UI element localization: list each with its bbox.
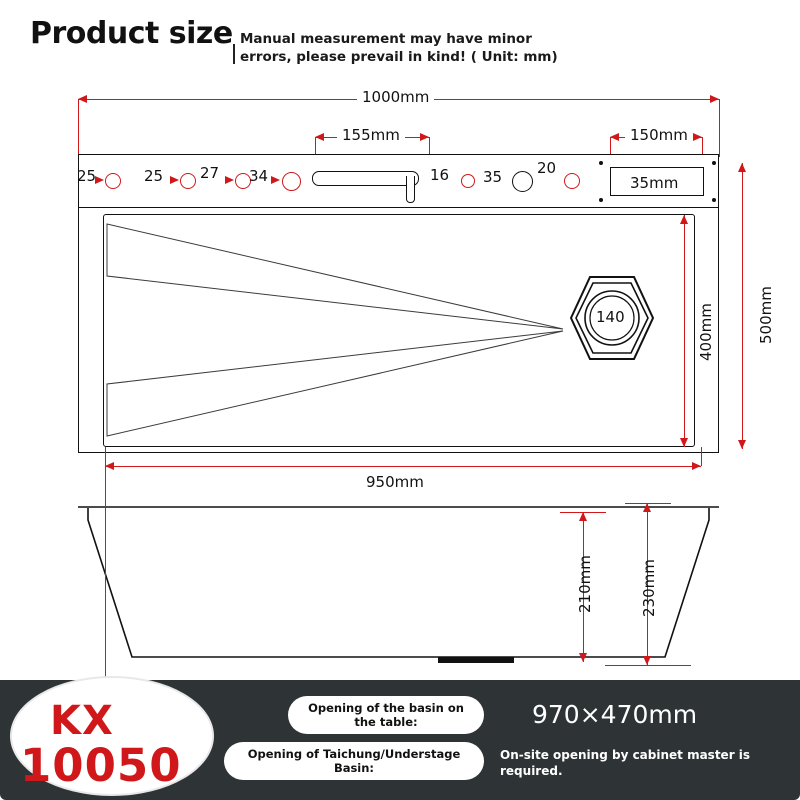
model-prefix: KX <box>50 698 114 744</box>
inner-depth-arrow-top <box>579 512 587 521</box>
hole-16-label: 16 <box>430 166 450 184</box>
measurement-note: Manual measurement may have minor errors, please prevail in kind! ( Unit: mm) <box>240 31 558 66</box>
hole-34-label: 34 <box>249 167 269 185</box>
ledge-dot-left2 <box>599 198 603 202</box>
overall-width-ext-right <box>719 99 720 157</box>
right-group-label: 150mm <box>625 126 693 144</box>
hole-25a-arrow <box>95 176 104 184</box>
faucet-slot <box>312 171 419 186</box>
inner-depth-tick-top <box>560 512 606 513</box>
overall-width-ext-left <box>78 99 79 157</box>
basin-depth-arrow-top <box>680 215 688 224</box>
hole-25a-label: 25 <box>77 167 97 185</box>
hole-25b-arrow <box>170 176 179 184</box>
faucet-group-arrow-left <box>315 133 324 141</box>
right-group-arrow-left <box>610 133 619 141</box>
hole-35 <box>512 171 533 192</box>
ledge-dot-left <box>599 161 603 165</box>
hole-27-label: 27 <box>200 164 220 182</box>
page-title: Product size <box>30 16 233 51</box>
drain-label: 140 <box>596 308 625 326</box>
hole-27-arrow <box>225 176 234 184</box>
footer-row-1-value: 970×470mm <box>532 700 698 729</box>
side-view-left-ext <box>105 447 106 683</box>
basin-depth-arrow-bottom <box>680 438 688 447</box>
outer-depth-tick-bottom <box>605 665 691 666</box>
drain-assembly <box>568 274 656 362</box>
overall-depth-arrow-bottom <box>738 440 746 449</box>
ledge-dot-right <box>712 161 716 165</box>
hole-34-arrow <box>271 176 280 184</box>
hole-35-label: 35 <box>483 168 503 186</box>
outer-depth-label: 230mm <box>640 559 658 617</box>
right-group-arrow-right <box>693 133 702 141</box>
outer-depth-arrow-top <box>643 503 651 512</box>
overall-depth-dimline <box>742 163 743 449</box>
overall-depth-arrow-top <box>738 163 746 172</box>
faucet-slot-tail <box>406 176 415 203</box>
hole-34 <box>282 172 301 191</box>
hole-20 <box>564 173 580 189</box>
overall-width-label: 1000mm <box>357 88 434 106</box>
ledge-dot-right2 <box>712 198 716 202</box>
overall-depth-label: 500mm <box>757 286 775 344</box>
hole-25b <box>180 173 196 189</box>
inner-depth-arrow-bottom <box>579 653 587 662</box>
outer-depth-tick-top <box>625 503 671 504</box>
basin-width-ext-right <box>701 447 702 466</box>
faucet-group-arrow-right <box>420 133 429 141</box>
footer-row-2-value: On-site opening by cabinet master is required. <box>500 748 751 778</box>
overall-width-arrow-right <box>710 95 719 103</box>
inner-depth-label: 210mm <box>576 555 594 613</box>
basin-width-arrow-right <box>692 462 701 470</box>
basin-width-label: 950mm <box>361 473 429 491</box>
basin-width-arrow-left <box>105 462 114 470</box>
note-divider <box>233 44 235 64</box>
sink-ledge-line <box>78 207 719 208</box>
model-number: 10050 <box>20 739 182 792</box>
hole-16 <box>461 174 475 188</box>
basin-width-dimline <box>105 466 701 467</box>
side-view <box>78 502 719 670</box>
basin-depth-dimline <box>684 215 685 447</box>
hole-25a <box>105 173 121 189</box>
overall-width-arrow-left <box>78 95 87 103</box>
basin-depth-label: 400mm <box>697 303 715 361</box>
footer-row-1-label: Opening of the basin on the table: <box>288 696 484 734</box>
outer-depth-arrow-bottom <box>643 656 651 665</box>
faucet-group-label: 155mm <box>337 126 405 144</box>
footer-row-2-label: Opening of Taichung/Understage Basin: <box>224 742 484 780</box>
right-box-label: 35mm <box>630 174 679 192</box>
hole-20-label: 20 <box>537 159 557 177</box>
hole-25b-label: 25 <box>144 167 164 185</box>
